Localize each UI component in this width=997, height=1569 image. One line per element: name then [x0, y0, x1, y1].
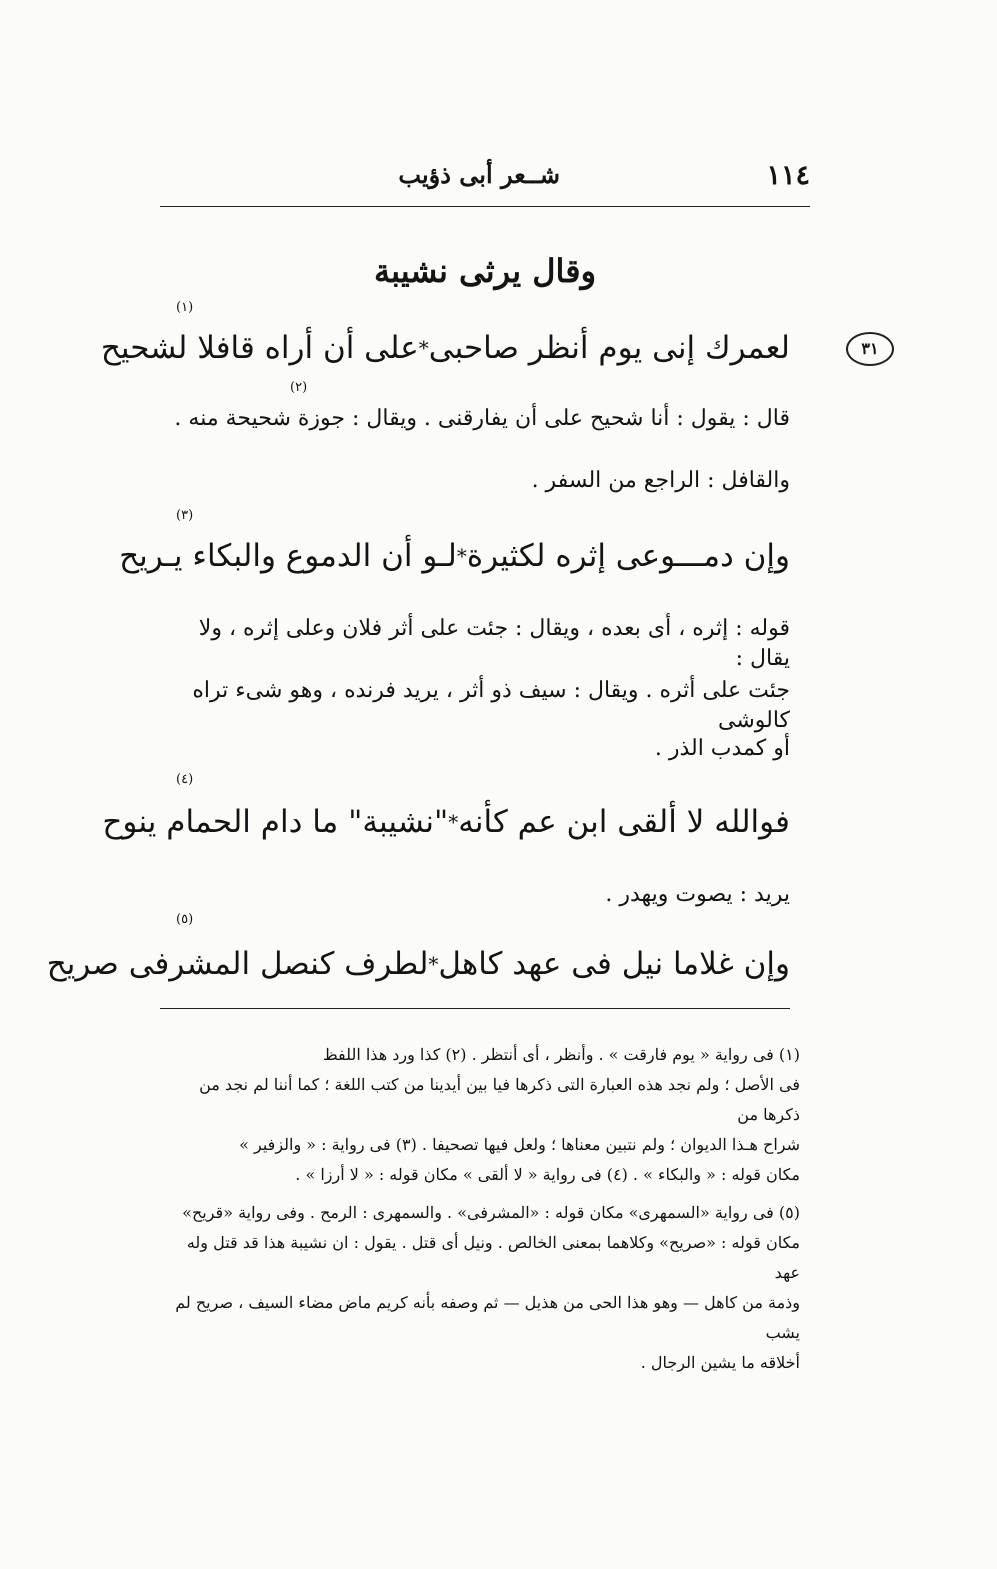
verse-hemistich-left: لـو أن الدموع والبكاء يـريح: [119, 538, 457, 574]
footnote-line: وذمة من كاهل — وهو هذا الحى من هذيل — ثم وصفه بأنه كريم ماض مضاء السيف ، صريح لم يشب: [175, 1293, 800, 1342]
verse-line-1: [100, 320, 790, 376]
footnote-line: مكان قوله : « والبكاء » . (٤) فى رواية « لا ألقى » مكان قوله : « لا أرزا » .: [295, 1165, 800, 1184]
poem-heading: وقال يرثى نشيبة: [373, 252, 597, 290]
footnote-line: مكان قوله : «صريح» وكلاهما بمعنى الخالص . ونيل أى قتل . يقول : ان نشيبة هذا قد قتل وله عهد: [186, 1233, 800, 1282]
commentary-line: قال : يقول : أنا شحيح على أن يفارقنى . ويقال : جوزة شحيحة منه .: [174, 406, 790, 431]
commentary-line: جئت على أثره . ويقال : سيف ذو أثر ، يريد فرنده ، وهو شىء تراه كالوشى: [192, 678, 790, 733]
page-header: [160, 160, 810, 200]
running-title: شــعر أبى ذؤيب: [398, 160, 560, 189]
footnote-marker-5: (٥): [176, 912, 194, 927]
verse-hemistich-right: وإن غلاما نيل فى عهد كاهل: [438, 946, 790, 982]
footnote-line: فى الأصل ؛ ولم نجد هذه العبارة التى ذكرها فيا بين أيدينا من كتب اللغة ؛ كما أننا لم نجد من ذكرها من: [199, 1075, 800, 1124]
verse-line-2: [119, 528, 790, 584]
verse-hemistich-right: لعمرك إنى يوم أنظر صاحبى: [428, 330, 790, 366]
commentary-line: والقافل : الراجع من السفر .: [531, 468, 790, 493]
verse-line-3: [102, 794, 790, 850]
poem-number-badge: ٣١: [846, 332, 894, 366]
verse-separator: *: [456, 544, 467, 568]
verse-separator: *: [448, 810, 459, 834]
verse-line-4: [46, 936, 790, 992]
verse-hemistich-left: "نشيبة" ما دام الحمام ينوح: [102, 804, 449, 840]
verse-hemistich-left: على أن أراه قافلا لشحيح: [100, 330, 419, 366]
footnote-line: (١) فى رواية « يوم فارقت » . وأنظر ، أى أنتظر . (٢) كذا ورد هذا اللفظ: [322, 1045, 800, 1064]
footnote-marker-4: (٤): [176, 772, 194, 787]
commentary-line: أو كمدب الذر .: [654, 736, 790, 761]
verse-hemistich-right: فوالله لا ألقى ابن عم كأنه: [458, 804, 790, 840]
footnote-line: (٥) فى رواية «السمهرى» مكان قوله : «المشرفى» . والسمهرى : الرمح . وفى رواية «قريح»: [182, 1203, 800, 1222]
verse-separator: *: [428, 952, 439, 976]
verse-separator: *: [418, 336, 429, 360]
verse-hemistich-left: لطرف كنصل المشرفى صريح: [46, 946, 429, 982]
commentary-line: يريد : يصوت ويهدر .: [605, 882, 790, 907]
footnote-line: شراح هـذا الديوان ؛ ولم نتبين معناها ؛ ولعل فيها تصحيفا . (٣) فى رواية : « والزفير »: [239, 1135, 800, 1154]
verse-hemistich-right: وإن دمـــوعى إثره لكثيرة: [466, 538, 790, 574]
footnotes-rule: [160, 1008, 790, 1009]
footnote-marker-1: (١): [176, 300, 194, 315]
commentary-line: قوله : إثره ، أى بعده ، ويقال : جئت على أثر فلان وعلى إثره ، ولا يقال :: [198, 616, 790, 671]
footnote-marker-2: (٢): [290, 380, 308, 395]
page-number: ١١٤: [766, 160, 810, 191]
header-rule: [160, 206, 810, 207]
footnotes: [160, 1040, 800, 1378]
footnote-line: أخلاقه ما يشين الرجال .: [640, 1353, 800, 1372]
footnote-marker-3: (٣): [176, 508, 194, 523]
